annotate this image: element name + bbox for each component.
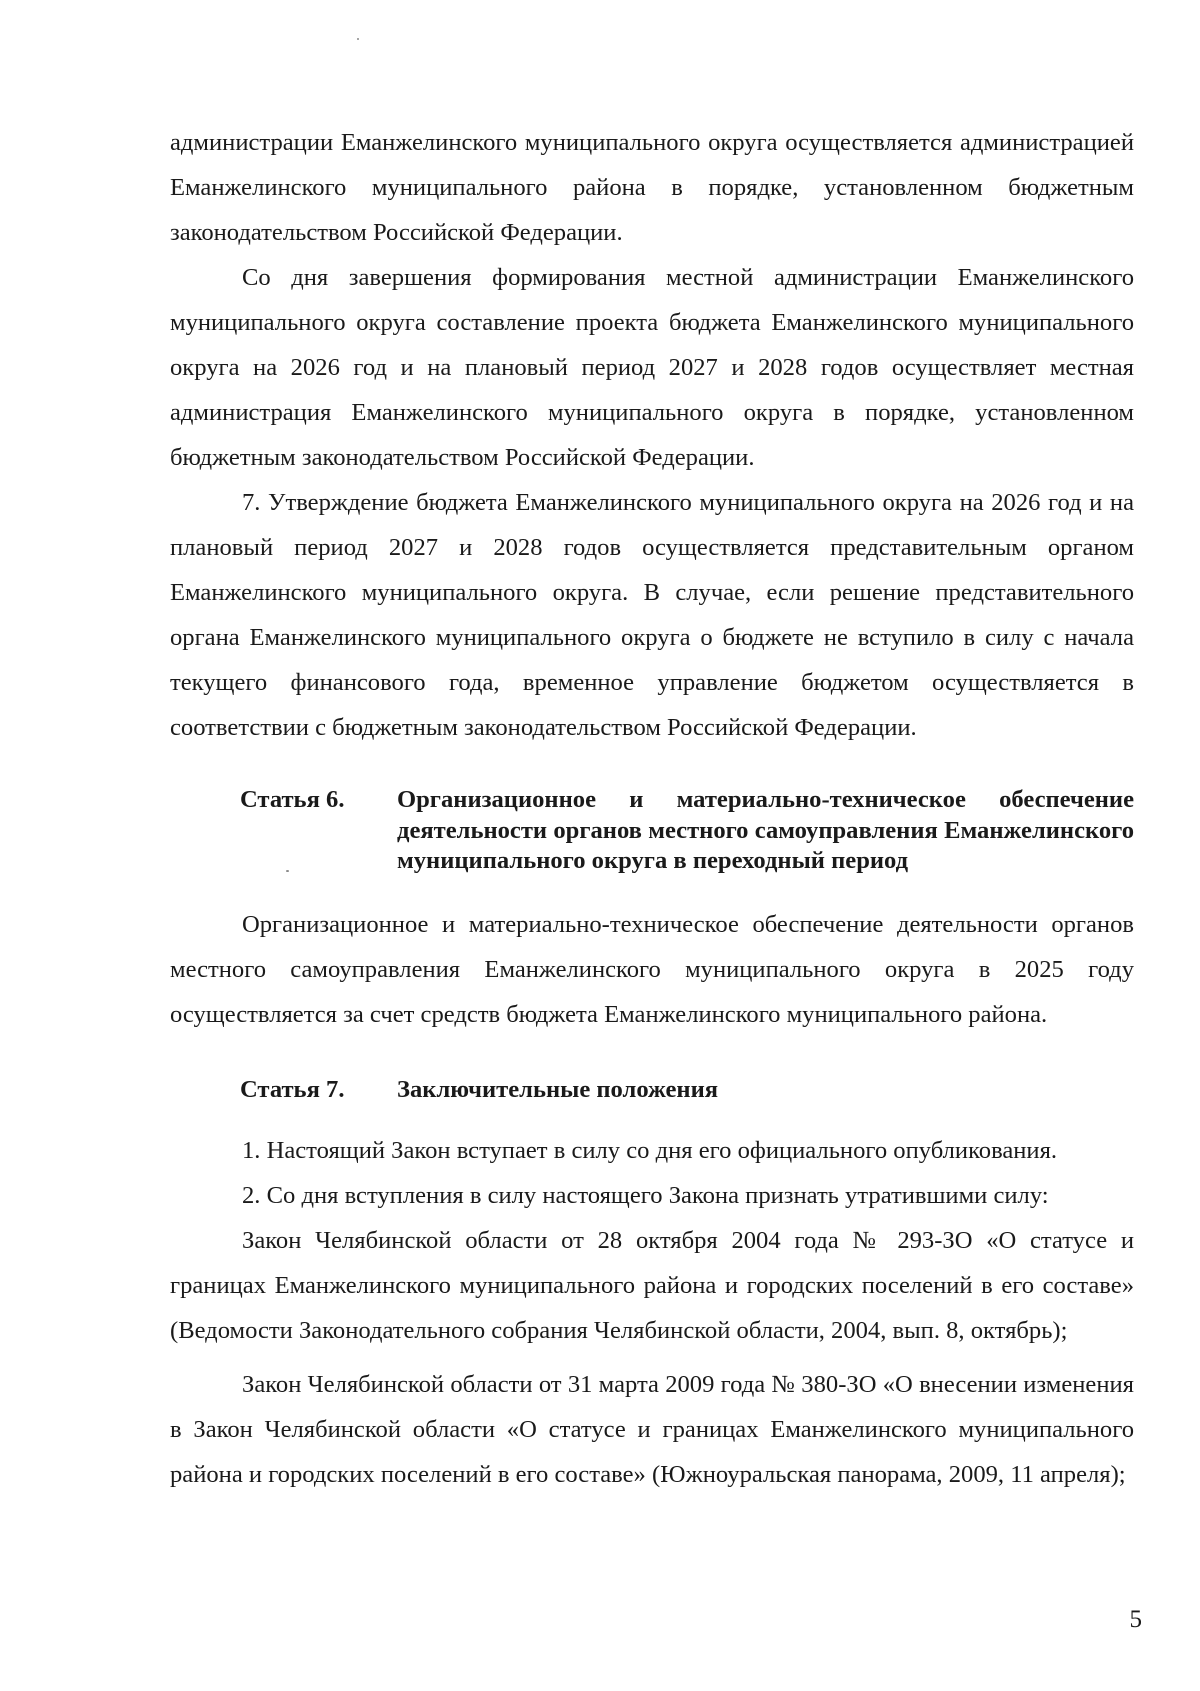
article-6-heading	[240, 785, 1134, 880]
article-7-number: Статья 7.	[240, 1076, 345, 1103]
scan-speck	[357, 38, 359, 40]
paragraph-repealed-law-2009: Закон Челябинской области от 31 марта 2009 года № 380-ЗО «О внесении изменения в Закон Челябинской области «О статусе и границах Еманжелинского муниципального района и городских поселений в его составе» (Южноуральская панорама, 2009, 11 апреля);	[170, 1371, 1134, 1488]
article-6-text-block	[170, 902, 1134, 1037]
paragraph-repeal-intro: 2. Со дня вступления в силу настоящего Закона признать утратившими силу:	[242, 1182, 1049, 1209]
paragraph-budget-drafting: Со дня завершения формирования местной администрации Еманжелинского муниципального округа составление проекта бюджета Еманжелинского муниципального округа на 2026 год и на плановый период 2027 и 2028 годов осуществляет местная администрация Еманжелинского муниципального округа в порядке, установленном бюджетным законодательством Российской Федерации.	[170, 264, 1134, 471]
top-text-block	[170, 120, 1134, 750]
paragraph-article-6: Организационное и материально-техническое обеспечение деятельности органов местного самоуправления Еманжелинского муниципального округа в 2025 году осуществляется за счет средств бюджета Еманжелинского муниципального района.	[170, 911, 1134, 1028]
article-6-title: Организационное и материально-техническое обеспечение деятельности органов местного самоуправления Еманжелинского муниципального округа в переходный период	[397, 786, 1134, 874]
paragraph-budget-approval: 7. Утверждение бюджета Еманжелинского муниципального округа на 2026 год и на плановый период 2027 и 2028 годов осуществляется представительным органом Еманжелинского муниципального округа. В случае, если решение представительного органа Еманжелинского муниципального округа о бюджете не вступило в силу с начала текущего финансового года, временное управление бюджетом осуществляется в соответствии с бюджетным законодательством Российской Федерации.	[170, 489, 1134, 741]
paragraph-continuation: администрации Еманжелинского муниципального округа осуществляется администрацией Еманжелинского муниципального района в порядке, установленном бюджетным законодательством Российской Федерации.	[170, 129, 1134, 246]
article-6-number: Статья 6.	[240, 786, 345, 813]
article-7-title: Заключительные положения	[397, 1076, 719, 1103]
article-7-text-block	[170, 1128, 1134, 1497]
article-7-heading	[240, 1075, 1134, 1107]
paragraph-entry-into-force: 1. Настоящий Закон вступает в силу со дня его официального опубликования.	[242, 1137, 1058, 1164]
page-number: 5	[1129, 1606, 1142, 1633]
paragraph-repealed-law-2004: Закон Челябинской области от 28 октября 2004 года № 293-ЗО «О статусе и границах Еманжелинского муниципального района и городских поселений в его составе» (Ведомости Законодательного собрания Челябинской области, 2004, вып. 8, октябрь);	[170, 1227, 1134, 1344]
